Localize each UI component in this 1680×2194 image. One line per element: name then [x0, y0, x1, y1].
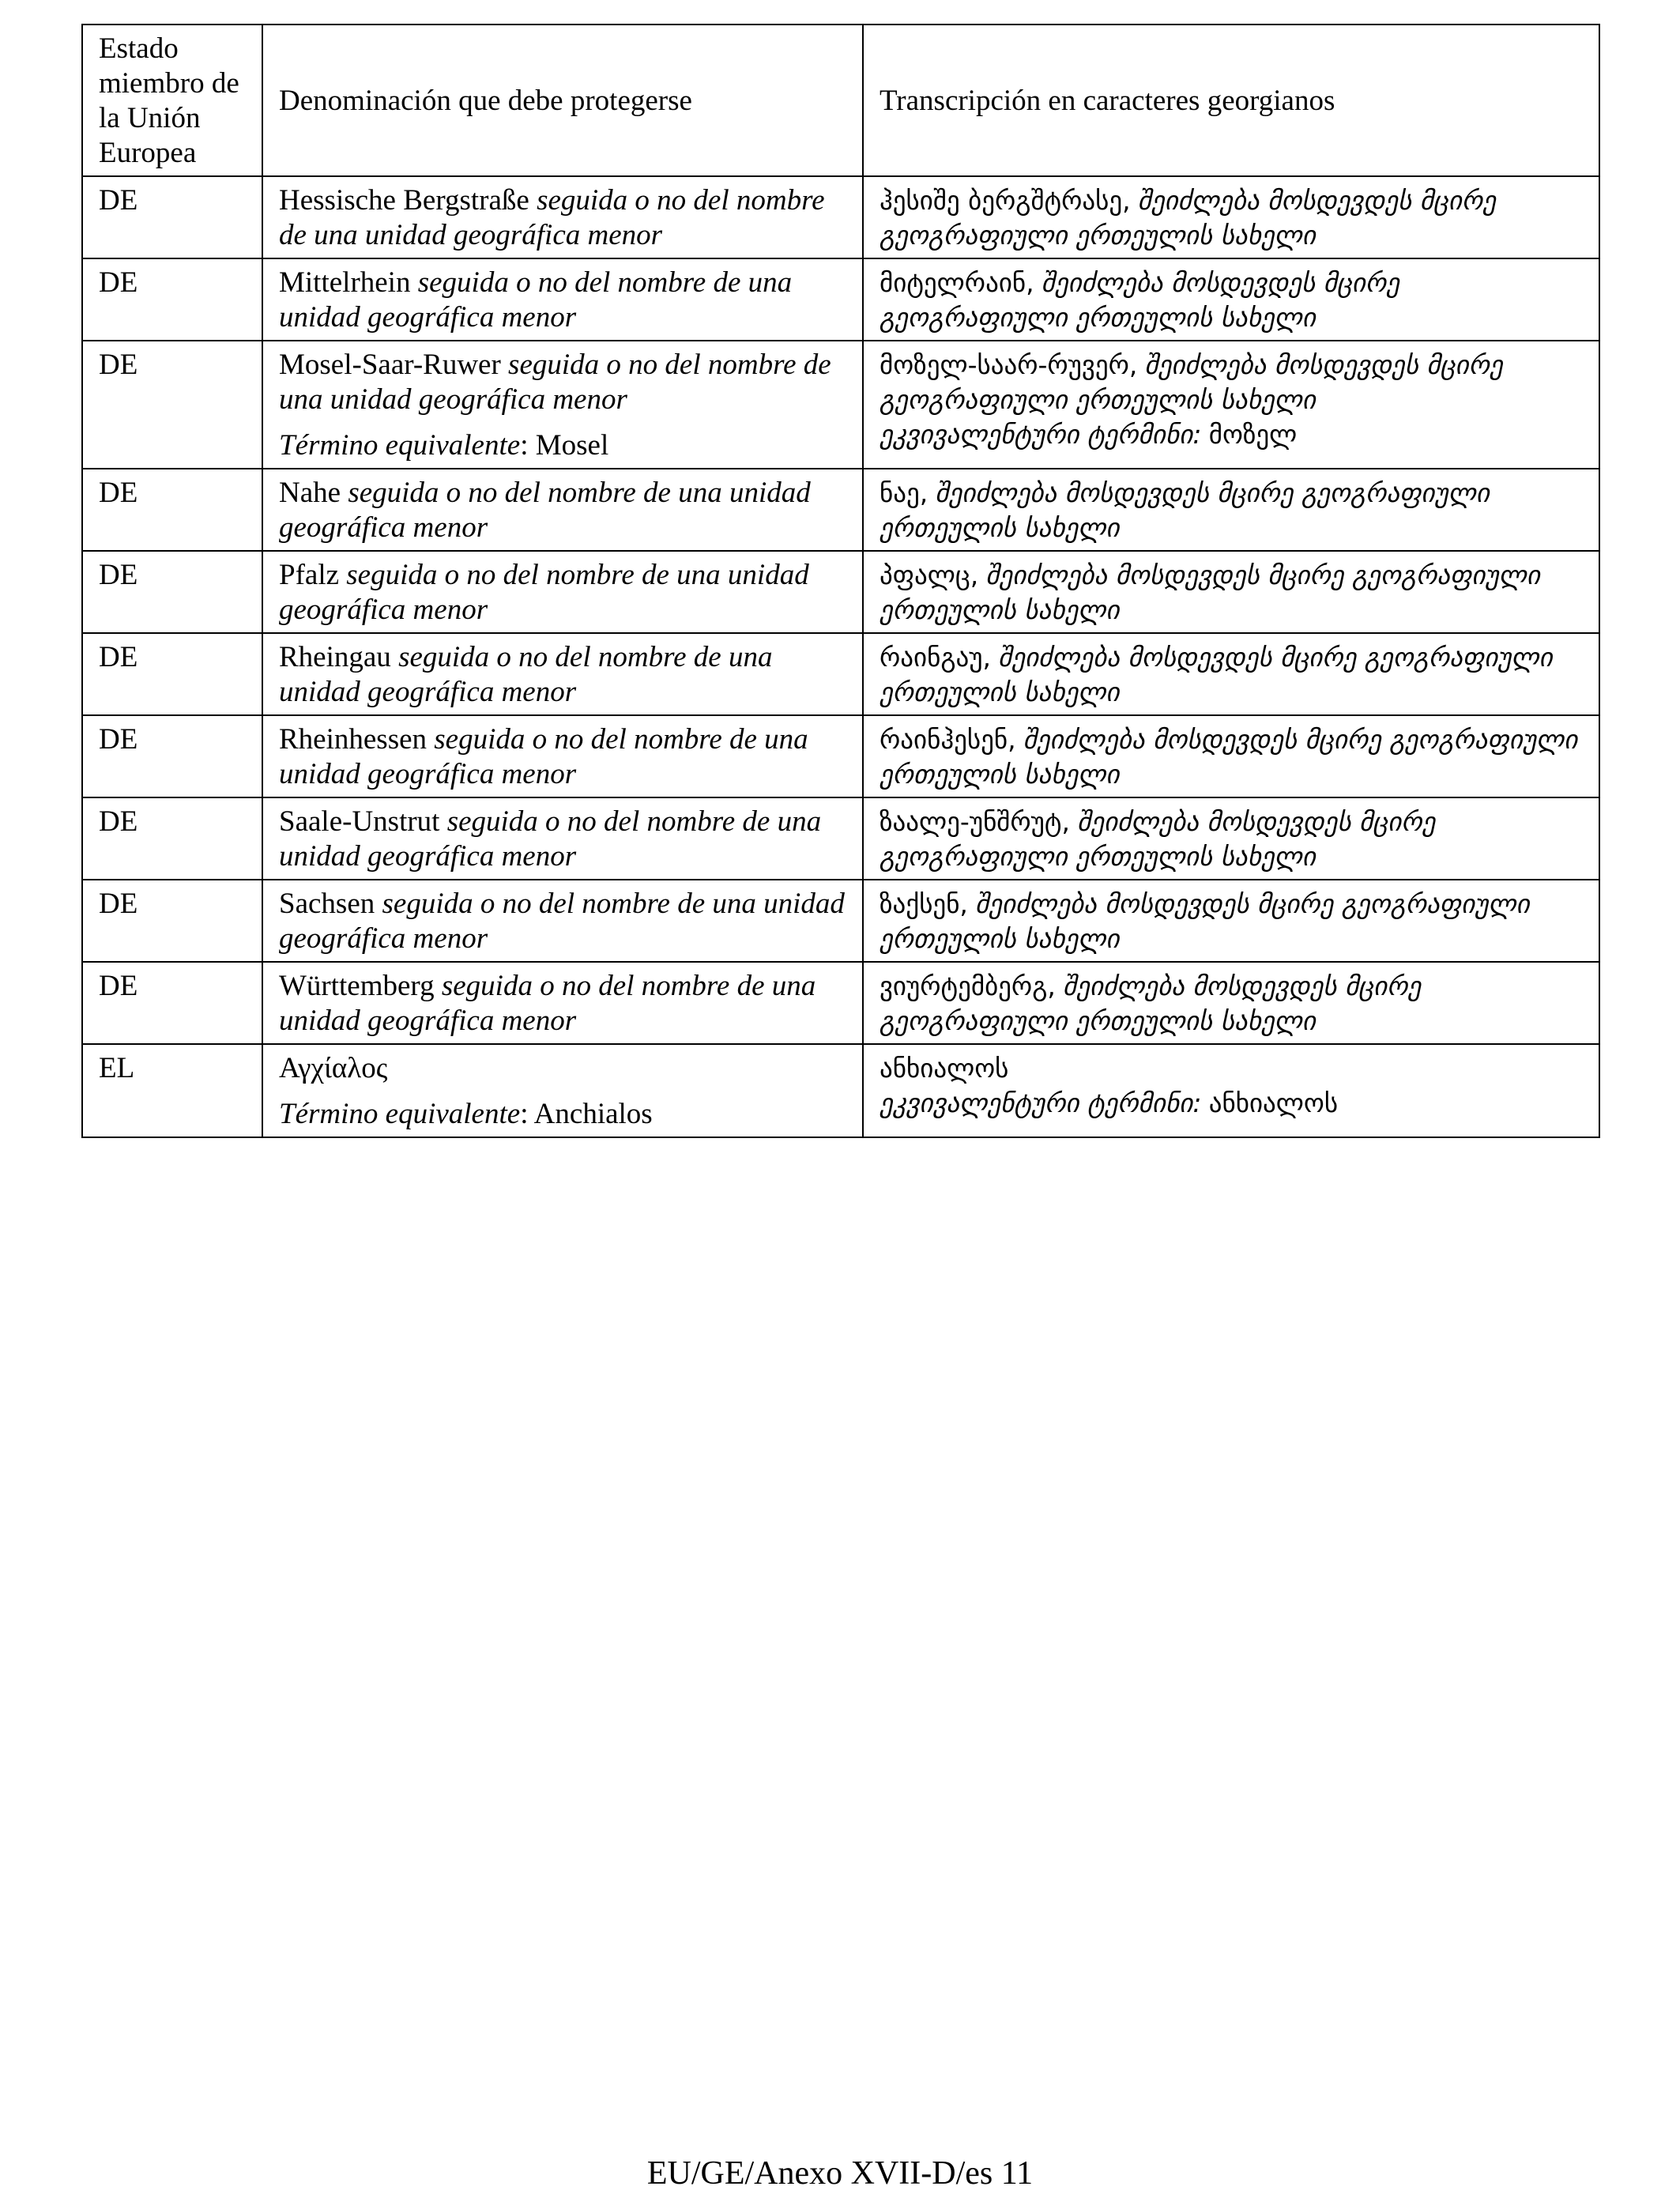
denomination-line — [279, 640, 846, 710]
transcription-line — [880, 476, 1583, 545]
transcription-name: მოზელ-საარ-რუვერ, — [880, 349, 1138, 380]
denomination-cell — [262, 1044, 863, 1137]
state-cell — [82, 469, 262, 551]
transcription-equivalent-value: მოზელ — [1208, 419, 1298, 450]
transcription-cell — [863, 258, 1599, 341]
header-state-text: Estado miembro de la Unión Europea — [99, 32, 239, 169]
equivalent-term-label: Término equivalente — [279, 429, 521, 462]
state-code: DE — [99, 349, 138, 381]
transcription-cell — [863, 176, 1599, 258]
denomination-cell — [262, 715, 863, 797]
transcription-cell — [863, 1044, 1599, 1137]
transcription-equivalent-label: ეკვივალენტური ტერმინი: — [880, 419, 1202, 450]
transcription-note: შეიძლება მოსდევდეს მცირე გეოგრაფიული ერთეულის სახელი — [880, 185, 1497, 251]
denomination-line — [279, 558, 846, 628]
transcription-note: შეიძლება მოსდევდეს მცირე გეოგრაფიული ერთეულის სახელი — [880, 888, 1530, 954]
state-code: DE — [99, 184, 138, 217]
denomination-name: Rheinhessen — [279, 723, 428, 756]
equivalent-term-line — [279, 428, 846, 463]
denomination-line — [279, 348, 846, 417]
state-cell — [82, 797, 262, 880]
transcription-note: შეიძლება მოსდევდეს მცირე გეოგრაფიული ერთეულის სახელი — [880, 560, 1540, 625]
denomination-line — [279, 969, 846, 1039]
header-transcription-text: Transcripción en caracteres georgianos — [880, 85, 1335, 117]
table-row — [82, 962, 1599, 1044]
denomination-note: seguida o no del nombre de una unidad geográfica menor — [279, 970, 816, 1037]
denomination-note: seguida o no del nombre de una unidad geográfica menor — [279, 477, 811, 544]
equivalent-term-value: : Mosel — [520, 429, 609, 462]
denomination-name: Württemberg — [279, 970, 435, 1002]
table-row — [82, 715, 1599, 797]
transcription-cell — [863, 797, 1599, 880]
denomination-cell — [262, 551, 863, 633]
equivalent-term-label: Término equivalente — [279, 1098, 521, 1130]
transcription-line — [880, 640, 1583, 710]
transcription-line — [880, 183, 1583, 253]
denomination-cell — [262, 258, 863, 341]
state-code: DE — [99, 266, 138, 299]
table-row — [82, 341, 1599, 469]
table-row — [82, 258, 1599, 341]
table-row — [82, 797, 1599, 880]
state-code: DE — [99, 888, 138, 920]
transcription-cell — [863, 962, 1599, 1044]
denomination-name: Sachsen — [279, 888, 375, 920]
denomination-cell — [262, 962, 863, 1044]
transcription-line — [880, 1051, 1583, 1086]
transcription-name: ვიურტემბერგ, — [880, 971, 1056, 1001]
transcription-equivalent-line — [880, 1086, 1583, 1121]
transcription-line — [880, 558, 1583, 628]
denomination-note: seguida o no del nombre de una unidad geográfica menor — [279, 641, 773, 708]
header-name-text: Denominación que debe protegerse — [279, 85, 692, 117]
denomination-name: Nahe — [279, 477, 341, 509]
state-code: DE — [99, 970, 138, 1002]
denomination-name: Mittelrhein — [279, 266, 411, 299]
denomination-cell — [262, 633, 863, 715]
denomination-note: seguida o no del nombre de una unidad geográfica menor — [279, 184, 825, 251]
table-row — [82, 469, 1599, 551]
table-row — [82, 551, 1599, 633]
denomination-name: Mosel-Saar-Ruwer — [279, 349, 501, 381]
denomination-name: Hessische Bergstraße — [279, 184, 529, 217]
state-cell — [82, 880, 262, 962]
denomination-line — [279, 476, 846, 545]
transcription-note: შეიძლება მოსდევდეს მცირე გეოგრაფიული ერთეულის სახელი — [880, 724, 1578, 790]
state-cell — [82, 551, 262, 633]
denomination-note: seguida o no del nombre de una unidad geográfica menor — [279, 559, 809, 626]
denomination-line — [279, 805, 846, 874]
denomination-note: seguida o no del nombre de una unidad geográfica menor — [279, 266, 793, 334]
header-transcription — [863, 25, 1599, 176]
transcription-name: ჰესიშე ბერგშტრასე, — [880, 185, 1131, 216]
transcription-line — [880, 969, 1583, 1039]
denomination-cell — [262, 176, 863, 258]
transcription-name: ნაე, — [880, 477, 929, 508]
transcription-note: შეიძლება მოსდევდეს მცირე გეოგრაფიული ერთეულის სახელი — [880, 267, 1400, 333]
state-cell — [82, 341, 262, 469]
denomination-note: seguida o no del nombre de una unidad geográfica menor — [279, 349, 831, 416]
transcription-name: რაინგაუ, — [880, 642, 992, 673]
state-cell — [82, 1044, 262, 1137]
transcription-name: ანხიალოს — [880, 1053, 1009, 1084]
transcription-line — [880, 266, 1583, 335]
state-code: DE — [99, 723, 138, 756]
page-footer: EU/GE/Anexo XVII-D/es 11 — [646, 2155, 1034, 2192]
state-code: EL — [99, 1052, 135, 1084]
state-cell — [82, 715, 262, 797]
table-row — [82, 880, 1599, 962]
state-cell — [82, 962, 262, 1044]
header-name — [262, 25, 863, 176]
transcription-name: პფალც, — [880, 560, 979, 590]
state-code: DE — [99, 559, 138, 591]
denomination-note: seguida o no del nombre de una unidad geográfica menor — [279, 888, 845, 955]
transcription-note: შეიძლება მოსდევდეს მცირე გეოგრაფიული ერთეულის სახელი — [880, 642, 1553, 707]
transcription-note: შეიძლება მოსდევდეს მცირე გეოგრაფიული ერთეულის სახელი — [880, 971, 1422, 1036]
transcription-note: შეიძლება მოსდევდეს მცირე გეოგრაფიული ერთეულის სახელი — [880, 806, 1436, 872]
denominations-table — [81, 24, 1600, 1138]
denomination-line — [279, 722, 846, 792]
transcription-equivalent-line — [880, 417, 1583, 452]
transcription-line — [880, 348, 1583, 417]
table-row — [82, 633, 1599, 715]
denomination-cell — [262, 880, 863, 962]
denomination-line — [279, 183, 846, 253]
transcription-cell — [863, 880, 1599, 962]
transcription-cell — [863, 551, 1599, 633]
equivalent-term-value: : Anchialos — [520, 1098, 653, 1130]
denomination-line — [279, 887, 846, 956]
table-row — [82, 176, 1599, 258]
transcription-cell — [863, 633, 1599, 715]
transcription-name: მიტელრაინ, — [880, 267, 1034, 298]
transcription-note: შეიძლება მოსდევდეს მცირე გეოგრაფიული ერთეულის სახელი — [880, 477, 1490, 543]
denomination-cell — [262, 469, 863, 551]
header-state — [82, 25, 262, 176]
equivalent-term-line — [279, 1097, 846, 1132]
denomination-name: Pfalz — [279, 559, 340, 591]
denomination-name: Αγχίαλος — [279, 1052, 388, 1084]
denomination-note: seguida o no del nombre de una unidad geográfica menor — [279, 805, 822, 873]
denomination-name: Saale-Unstrut — [279, 805, 440, 838]
transcription-cell — [863, 341, 1599, 469]
transcription-equivalent-label: ეკვივალენტური ტერმინი: — [880, 1088, 1202, 1118]
transcription-name: ზაალე-უნშრუტ, — [880, 806, 1070, 837]
denomination-cell — [262, 341, 863, 469]
denomination-line — [279, 266, 846, 335]
denomination-name: Rheingau — [279, 641, 391, 673]
state-code: DE — [99, 641, 138, 673]
state-code: DE — [99, 805, 138, 838]
transcription-equivalent-value: ანხიალოს — [1208, 1088, 1339, 1118]
transcription-line — [880, 722, 1583, 792]
transcription-cell — [863, 469, 1599, 551]
transcription-name: რაინჰესენ, — [880, 724, 1016, 755]
denomination-cell — [262, 797, 863, 880]
denomination-note: seguida o no del nombre de una unidad geográfica menor — [279, 723, 808, 790]
state-cell — [82, 176, 262, 258]
transcription-cell — [863, 715, 1599, 797]
state-code: DE — [99, 477, 138, 509]
table-row — [82, 1044, 1599, 1137]
state-cell — [82, 258, 262, 341]
table-body — [82, 25, 1599, 1137]
denomination-line — [279, 1051, 846, 1086]
transcription-line — [880, 805, 1583, 874]
transcription-name: ზაქსენ, — [880, 888, 968, 919]
transcription-note: შეიძლება მოსდევდეს მცირე გეოგრაფიული ერთეულის სახელი — [880, 349, 1503, 415]
state-cell — [82, 633, 262, 715]
transcription-line — [880, 887, 1583, 956]
table-header-row — [82, 25, 1599, 176]
